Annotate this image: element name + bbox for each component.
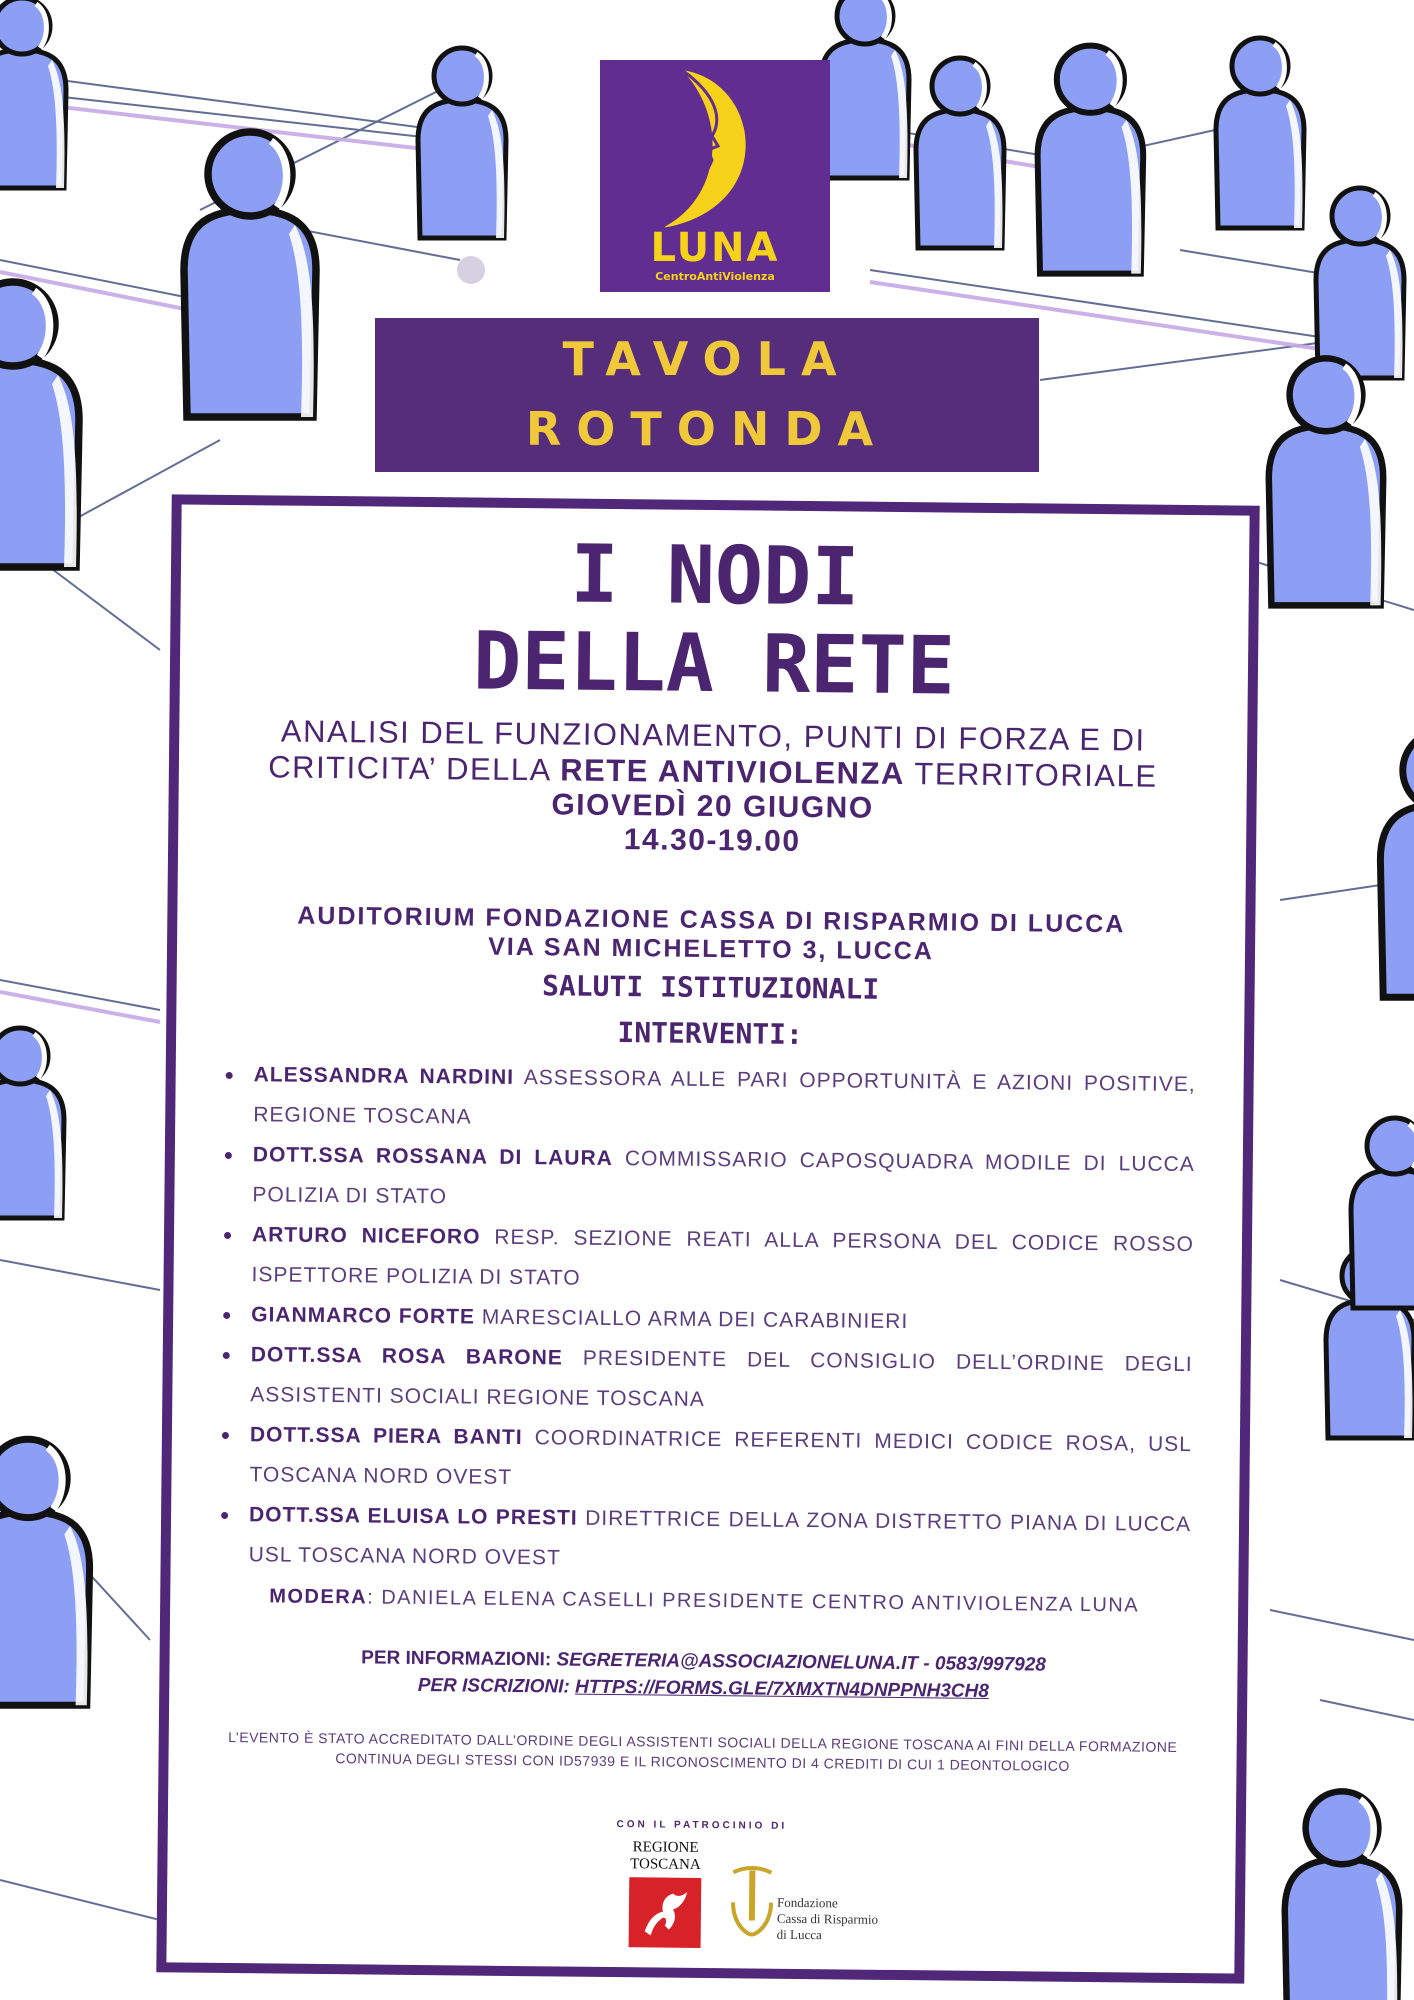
list-item — [218, 1135, 1195, 1225]
speakers-list — [214, 1055, 1195, 1585]
moderator-text: : DANIELA ELENA CASELLI PRESIDENTE CENTRO ANTIVIOLENZA LUNA — [367, 1586, 1140, 1617]
speaker-name: DOTT.SSA ELUISA LO PRESTI — [248, 1503, 578, 1530]
subtitle-highlight: RETE ANTIVIOLENZA — [560, 752, 906, 792]
list-item — [219, 1055, 1196, 1145]
speaker-name: ALESSANDRA NARDINI — [253, 1063, 515, 1089]
banner-line-2: ROTONDA — [525, 402, 889, 456]
list-item — [215, 1415, 1192, 1505]
moderator-line — [170, 1584, 1238, 1618]
pegasus-emblem-icon — [627, 1873, 704, 1950]
speaker-role: COORDINATRICE REFERENTI MEDICI CODICE ROSA, USL TOSCANA NORD OVEST — [249, 1426, 1192, 1489]
subtitle-text-c: TERRITORIALE — [904, 756, 1158, 794]
speaker-name: DOTT.SSA ROSSANA DI LAURA — [252, 1143, 613, 1170]
speaker-name: GIANMARCO FORTE — [251, 1303, 476, 1329]
fondazione-logo — [727, 1862, 927, 1943]
logo-wordmark: LUNA — [650, 225, 780, 271]
banner-line-1: TAVOLA — [562, 332, 852, 386]
signup-link[interactable]: HTTPS://FORMS.GLE/7XMXTN4DNPPNH3CH8 — [574, 1676, 989, 1702]
speaker-name: DOTT.SSA ROSA BARONE — [250, 1343, 563, 1370]
event-card — [156, 494, 1259, 1983]
moderator-label: MODERA — [269, 1585, 368, 1609]
list-item — [214, 1495, 1191, 1585]
speaker-role: ASSESSORA ALLE PARI OPPORTUNITÀ E AZIONI POSITIVE, REGIONE TOSCANA — [253, 1065, 1196, 1129]
speaker-role: MARESCIALLO ARMA DEI CARABINIERI — [474, 1305, 909, 1334]
event-type-banner — [375, 318, 1039, 472]
venue-address: VIA SAN MICHELETTO 3, LUCCA — [488, 932, 935, 966]
patronage-label: CON IL PATROCINIO DI — [616, 1819, 788, 1832]
luna-logo — [600, 60, 830, 292]
speaker-name: DOTT.SSA PIERA BANTI — [249, 1423, 523, 1450]
list-item — [217, 1215, 1194, 1305]
fondazione-name-2: Cassa di Risparmio — [776, 1910, 879, 1927]
accreditation-line-2: CONTINUA DEGLI STESSI CON ID57939 E IL RICONOSCIMENTO DI 4 CREDITI DI CUI 1 DEONTOLOGICO — [335, 1750, 1070, 1774]
regione-name-2: TOSCANA — [630, 1856, 701, 1873]
fondazione-name-3: di Lucca — [776, 1926, 822, 1943]
fondazione-tau-icon — [727, 1862, 778, 1943]
speaker-role: DIRETTRICE DELLA ZONA DISTRETTO PIANA DI LUCCA USL TOSCANA NORD OVEST — [248, 1506, 1192, 1570]
logo-subtitle: CentroAntiViolenza — [655, 270, 775, 283]
fondazione-name-1: Fondazione — [776, 1894, 838, 1911]
info-email-link[interactable]: SEGRETERIA@ASSOCIAZIONELUNA.IT - 0583/997928 — [556, 1649, 1047, 1676]
subtitle-line-1: ANALISI DEL FUNZIONAMENTO, PUNTI DI FORZA E DI — [280, 713, 1146, 758]
speaker-role: PRESIDENTE DEL CONSIGLIO DELL’ORDINE DEGLI ASSISTENTI SOCIALI REGIONE TOSCANA — [250, 1346, 1193, 1411]
event-subtitle — [199, 713, 1228, 796]
event-time: 14.30-19.00 — [623, 823, 801, 858]
title-line-2: DELLA RETE — [472, 614, 956, 713]
title-line-1: I NODI — [569, 527, 860, 624]
speaker-role: RESP. SEZIONE REATI ALLA PERSONA DEL CODICE ROSSO ISPETTORE POLIZIA DI STATO — [251, 1225, 1195, 1290]
list-item — [216, 1335, 1193, 1425]
regione-name-1: REGIONE — [632, 1839, 699, 1856]
accreditation-note — [208, 1727, 1196, 1777]
info-label: PER INFORMAZIONI — [361, 1647, 546, 1671]
speaker-role: COMMISSARIO CAPOSQUADRA MODILE DI LUCCA POLIZIA DI STATO — [252, 1146, 1195, 1209]
info-contact: PER INFORMAZIONI: SEGRETERIA@ASSOCIAZIONELUNA.IT - 0583/997928 — [361, 1647, 1047, 1676]
signup-label: PER ISCRIZIONI: — [417, 1674, 570, 1698]
venue-name: AUDITORIUM FONDAZIONE CASSA DI RISPARMIO DI LUCCA — [297, 901, 1126, 939]
talks-heading: INTERVENTI: — [617, 1016, 804, 1051]
subtitle-text-a: CRITICITA’ DELLA — [268, 749, 561, 788]
event-date: GIOVEDÌ 20 GIUGNO — [551, 788, 874, 825]
speaker-name: ARTURO NICEFORO — [251, 1223, 481, 1249]
accreditation-line-1: L’EVENTO È STATO ACCREDITATO DALL’ORDINE DEGLI ASSISTENTI SOCIALI DELLA REGIONE TOSCANA AI FINI DELLA FORMAZIONE — [228, 1729, 1178, 1755]
regione-toscana-logo — [625, 1839, 706, 1955]
greetings-heading: SALUTI ISTITUZIONALI — [541, 969, 880, 1006]
